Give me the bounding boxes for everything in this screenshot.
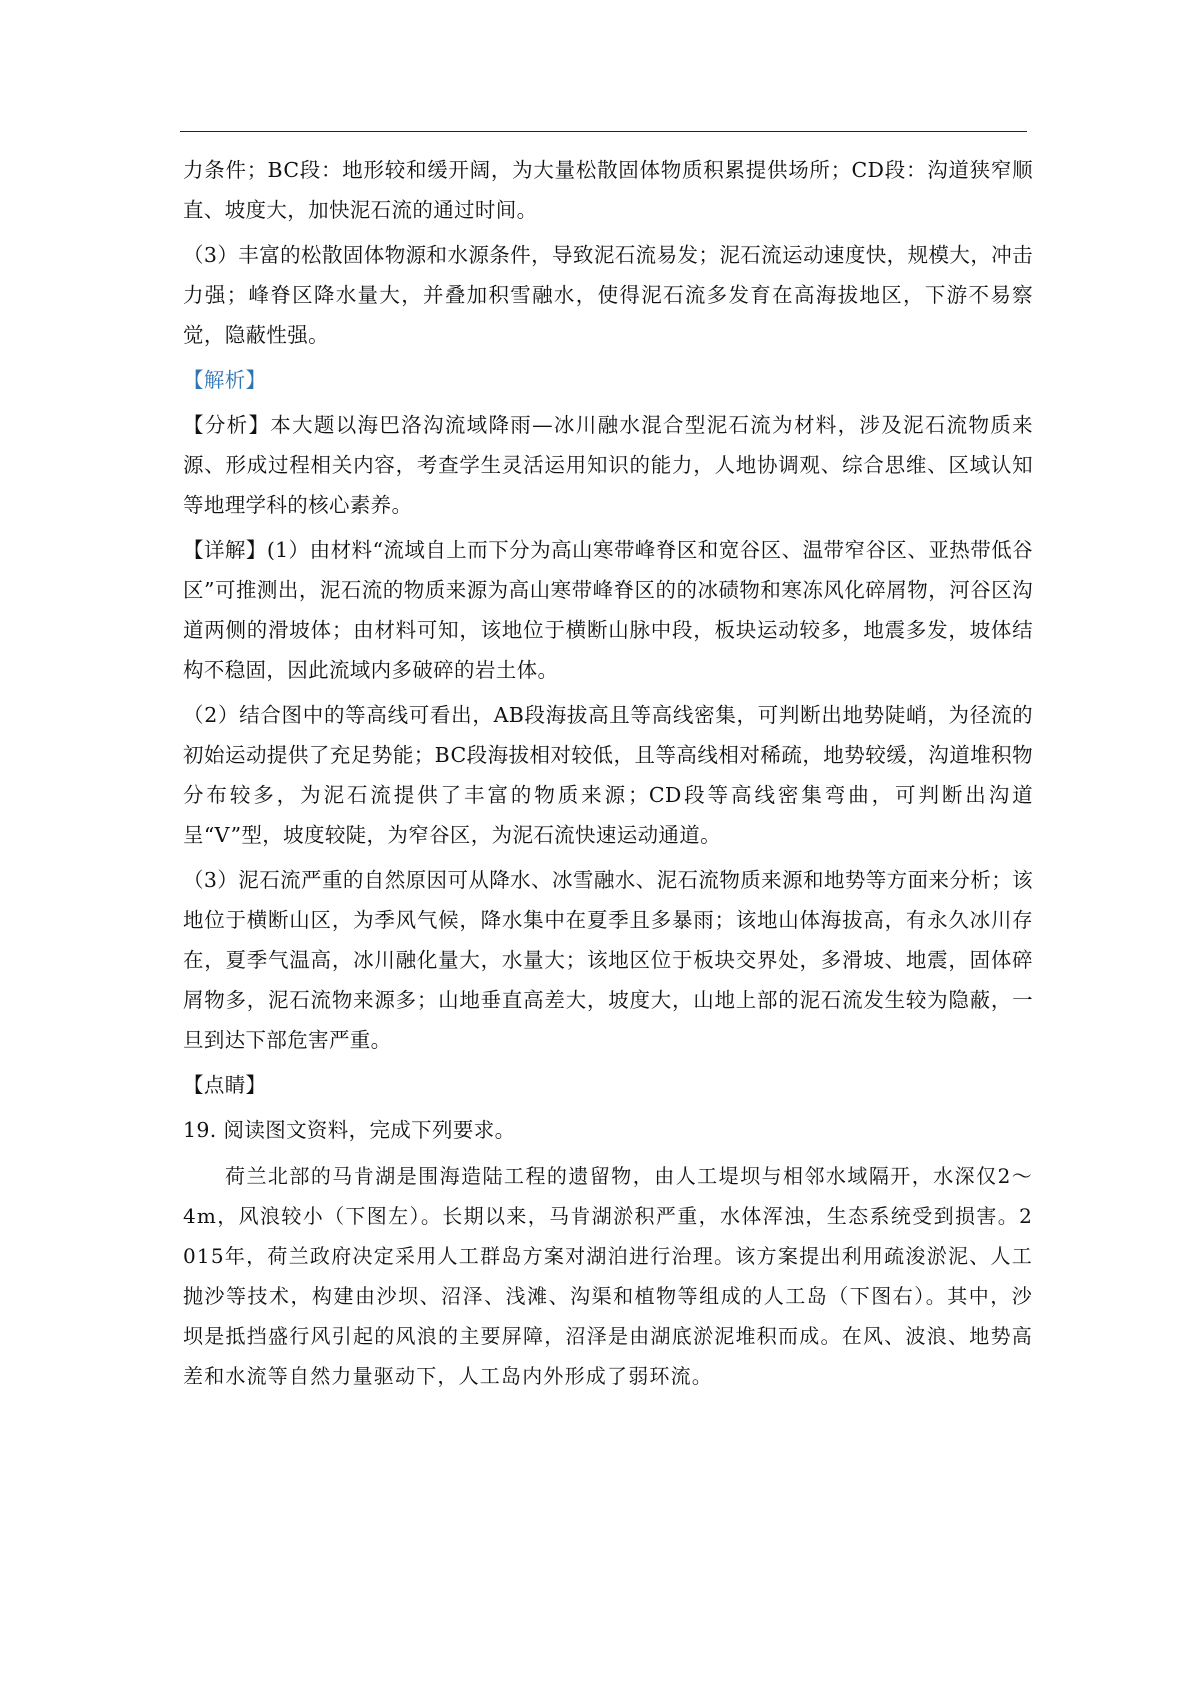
key-point-label: 【点睛】 [183, 1073, 267, 1097]
answer-part2-continued: 力条件；BC段：地形较和缓开阔，为大量松散固体物质积累提供场所；CD段：沟道狭窄顺直、坡度大，加快泥石流的通过时间。 [183, 158, 1033, 222]
detail-part3: （3）泥石流严重的自然原因可从降水、冰雪融水、泥石流物质来源和地势等方面来分析；该地位于横断山区，为季风气候，降水集中在夏季且多暴雨；该地山体海拔高，有永久冰川存在，夏季气温高，冰川融化量大，水量大；该地区位于板块交界处，多滑坡、地震，固体碎屑物多，泥石流物来源多；山地垂直高差大，坡度大，山地上部的泥石流发生较为隐蔽，一旦到达下部危害严重。 [183, 868, 1033, 1052]
analysis-summary: 【分析】本大题以海巴洛沟流域降雨—冰川融水混合型泥石流为材料，涉及泥石流物质来源、形成过程相关内容，考查学生灵活运用知识的能力，人地协调观、综合思维、区域认知等地理学科的核心素养。 [183, 413, 1033, 517]
answer-part3: （3）丰富的松散固体物源和水源条件，导致泥石流易发；泥石流运动速度快，规模大，冲击力强；峰脊区降水量大，并叠加积雪融水，使得泥石流多发育在高海拔地区，下游不易察觉，隐蔽性强。 [183, 243, 1033, 347]
question-19-passage: 荷兰北部的马肯湖是围海造陆工程的遗留物，由人工堤坝与相邻水域隔开，水深仅2～4m，风浪较小（下图左）。长期以来，马肯湖淤积严重，水体浑浊，生态系统受到损害。2015年，荷兰政府决定采用人工群岛方案对湖泊进行治理。该方案提出利用疏浚淤泥、人工抛沙等技术，构建由沙坝、沼泽、浅滩、沟渠和植物等组成的人工岛（下图右）。其中，沙坝是抵挡盛行风引起的风浪的主要屏障，沼泽是由湖底淤泥堆积而成。在风、波浪、地势高差和水流等自然力量驱动下，人工岛内外形成了弱环流。 [183, 1164, 1033, 1388]
detail-part2: （2）结合图中的等高线可看出，AB段海拔高且等高线密集，可判断出地势陡峭，为径流的初始运动提供了充足势能；BC段海拔相对较低，且等高线相对稀疏，地势较缓，沟道堆积物分布较多，为泥石流提供了丰富的物质来源；CD段等高线密集弯曲，可判断出沟道呈“V”型，坡度较陡，为窄谷区，为泥石流快速运动通道。 [183, 703, 1033, 847]
detail-part1: 【详解】(1）由材料“流域自上而下分为高山寒带峰脊区和宽谷区、温带窄谷区、亚热带低谷区”可推测出，泥石流的物质来源为高山寒带峰脊区的的冰碛物和寒冻风化碎屑物，河谷区沟道两侧的滑坡体；由材料可知，该地位于横断山脉中段，板块运动较多，地震多发，坡体结构不稳固，因此流域内多破碎的岩土体。 [183, 538, 1033, 682]
question-19-heading: 19. 阅读图文资料，完成下列要求。 [183, 1118, 516, 1142]
analysis-label: 【解析】 [183, 368, 267, 392]
header-rule [180, 131, 1027, 132]
document-body [183, 150, 1033, 1396]
